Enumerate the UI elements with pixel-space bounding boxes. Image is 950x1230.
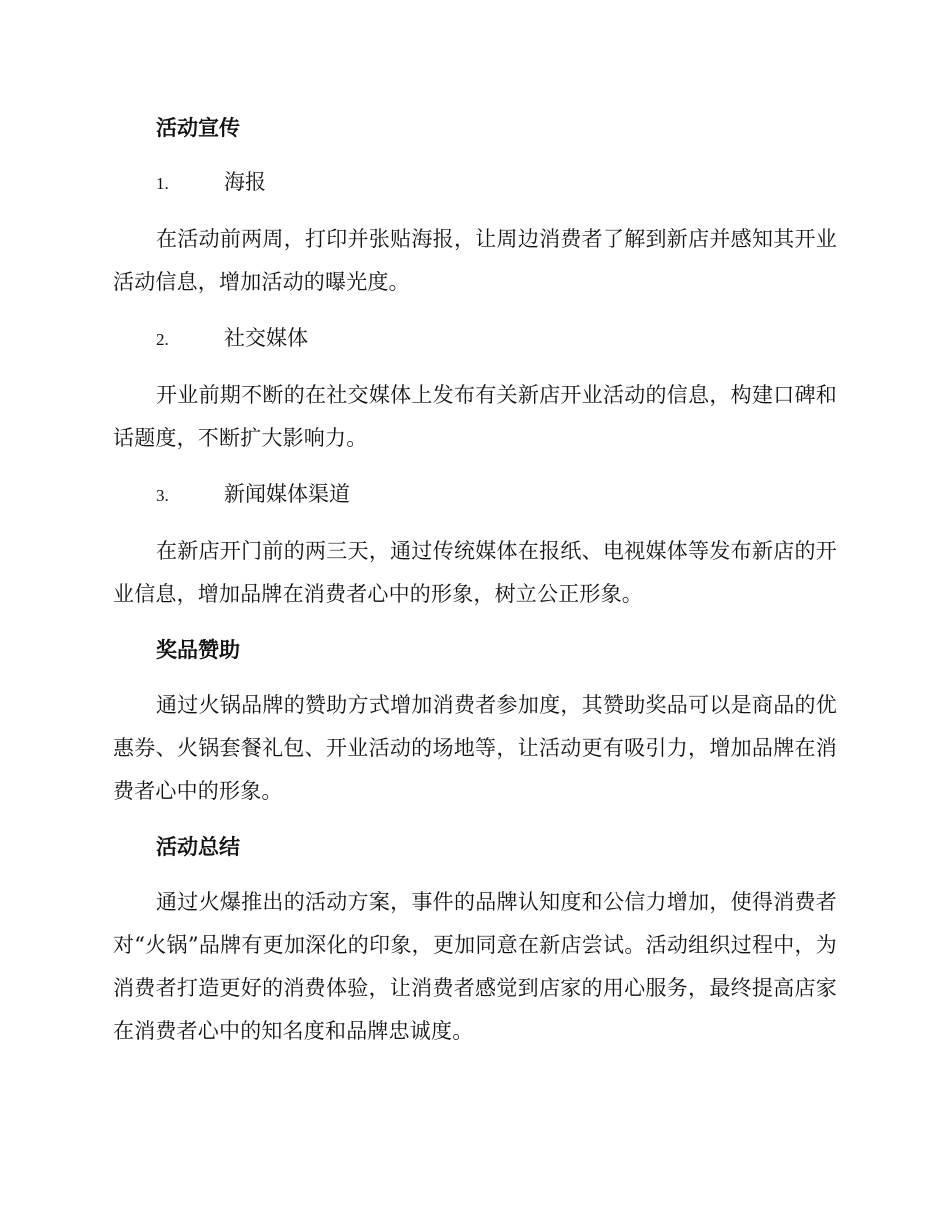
list-item-social-media [113, 318, 837, 360]
paragraph-poster: 在活动前两周，打印并张贴海报，让周边消费者了解到新店并感知其开业活动信息，增加活动的曝光度。 [113, 227, 837, 294]
section-heading-summary: 活动总结 [156, 835, 240, 859]
paragraph-summary: 通过火爆推出的活动方案，事件的品牌认知度和公信力增加，使得消费者对“火锅”品牌有更加深化的印象，更加同意在新店尝试。活动组织过程中，为消费者打造更好的消费体验，让消费者感觉到店家的用心服务，最终提高店家在消费者心中的知名度和品牌忠诚度。 [113, 890, 837, 1043]
paragraph-social-media: 开业前期不断的在社交媒体上发布有关新店开业活动的信息，构建口碑和话题度，不断扩大影响力。 [113, 383, 837, 450]
list-item-news-media [113, 474, 837, 516]
list-title: 社交媒体 [224, 326, 308, 350]
list-number: 3. [156, 486, 169, 505]
list-item-poster [113, 162, 837, 204]
list-number: 2. [156, 330, 169, 349]
list-title: 海报 [224, 170, 266, 194]
paragraph-sponsorship: 通过火锅品牌的赞助方式增加消费者参加度，其赞助奖品可以是商品的优惠券、火锅套餐礼包、开业活动的场地等，让活动更有吸引力，增加品牌在消费者心中的形象。 [113, 693, 837, 803]
document-body [113, 108, 837, 1067]
section-heading-promotion: 活动宣传 [156, 116, 240, 140]
paragraph-news-media: 在新店开门前的两三天，通过传统媒体在报纸、电视媒体等发布新店的开业信息，增加品牌在消费者心中的形象，树立公正形象。 [113, 539, 837, 606]
section-heading-sponsorship: 奖品赞助 [156, 638, 240, 662]
list-title: 新闻媒体渠道 [224, 482, 350, 506]
list-number: 1. [156, 174, 169, 193]
